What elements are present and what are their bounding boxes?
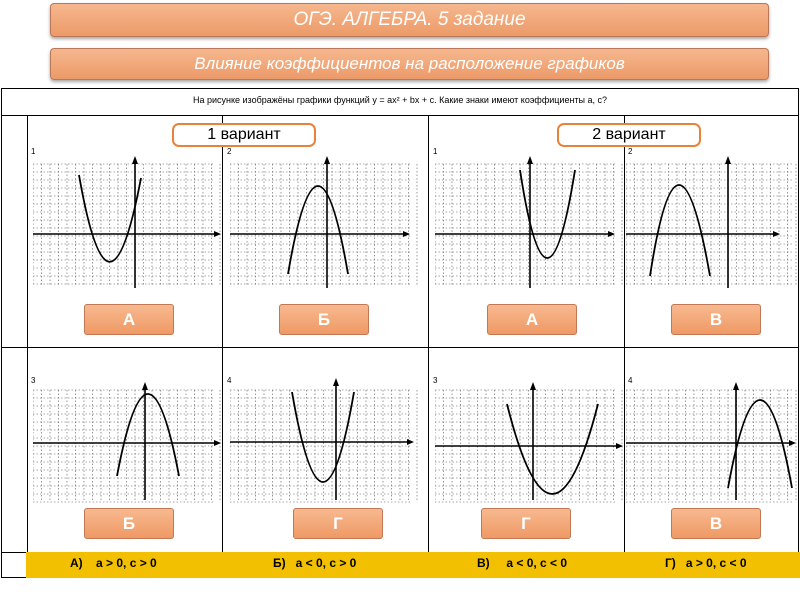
option-letter: Г) — [665, 556, 676, 570]
table-rule — [2, 115, 798, 116]
variant-1-label: 1 вариант — [172, 123, 316, 147]
page-title: ОГЭ. АЛГЕБРА. 5 задание — [293, 9, 526, 30]
x-axis-arrow — [789, 440, 796, 446]
answer-box: Г — [293, 508, 383, 539]
option-g — [665, 556, 747, 570]
parabola-curve — [507, 404, 598, 494]
graph-number: 2 — [227, 147, 232, 156]
graph-number: 1 — [31, 147, 36, 156]
question-text: На рисунке изображёны графики функций y = ax² + bx + c. Какие знаки имеют коэффициенты a, c? — [192, 95, 608, 105]
parabola-curve — [650, 185, 710, 276]
option-condition: a > 0, c < 0 — [685, 556, 747, 570]
x-axis-arrow — [214, 440, 221, 446]
grid — [230, 390, 417, 502]
y-axis-arrow — [530, 382, 536, 390]
variant-2-label: 2 вариант — [557, 123, 701, 147]
y-axis-arrow — [142, 382, 148, 390]
option-v — [477, 556, 567, 570]
parabola-graph — [626, 150, 800, 290]
answer-box: Б — [84, 508, 174, 539]
y-axis-arrow — [733, 382, 739, 390]
parabola-graph — [230, 376, 420, 506]
y-axis-arrow — [527, 156, 533, 164]
answer-box: В — [671, 508, 761, 539]
answer-box: Б — [279, 304, 369, 335]
option-a — [70, 556, 157, 570]
parabola-curve — [728, 400, 792, 488]
y-axis-arrow — [725, 156, 731, 164]
table-rule — [27, 115, 28, 577]
option-letter: В) — [477, 556, 490, 570]
x-axis-arrow — [407, 439, 414, 445]
option-condition: a < 0, c < 0 — [506, 556, 568, 570]
y-axis-arrow — [132, 156, 138, 164]
graph-number: 4 — [628, 376, 633, 385]
answer-box: А — [487, 304, 577, 335]
table-rule — [428, 115, 429, 577]
title-banner — [50, 3, 769, 37]
parabola-graph — [435, 376, 625, 506]
grid — [626, 390, 796, 502]
grid — [33, 164, 220, 286]
graph-number: 3 — [433, 376, 438, 385]
option-condition: a > 0, c > 0 — [96, 556, 157, 570]
page-subtitle: Влияние коэффициентов на расположение графиков — [194, 54, 625, 73]
grid — [435, 164, 622, 286]
subtitle-banner — [50, 48, 769, 80]
parabola-graph — [435, 150, 625, 290]
graph-number: 2 — [628, 147, 633, 156]
option-condition: a < 0, c > 0 — [295, 556, 357, 570]
parabola-graph — [230, 150, 420, 290]
graph-number: 1 — [433, 147, 438, 156]
y-axis-arrow — [333, 378, 339, 386]
grid — [33, 390, 220, 502]
option-letter: Б) — [273, 556, 286, 570]
answer-box: В — [671, 304, 761, 335]
graph-number: 4 — [227, 376, 232, 385]
answer-box: А — [84, 304, 174, 335]
parabola-graph — [626, 376, 800, 506]
grid — [230, 164, 417, 286]
graph-number: 3 — [31, 376, 36, 385]
option-letter: А) — [70, 556, 83, 570]
parabola-curve — [288, 186, 348, 274]
y-axis-arrow — [324, 156, 330, 164]
parabola-graph — [33, 376, 223, 506]
table-rule — [2, 347, 798, 348]
answer-box: Г — [481, 508, 571, 539]
parabola-graph — [33, 150, 223, 290]
parabola-curve — [292, 392, 354, 482]
option-b — [273, 556, 356, 570]
